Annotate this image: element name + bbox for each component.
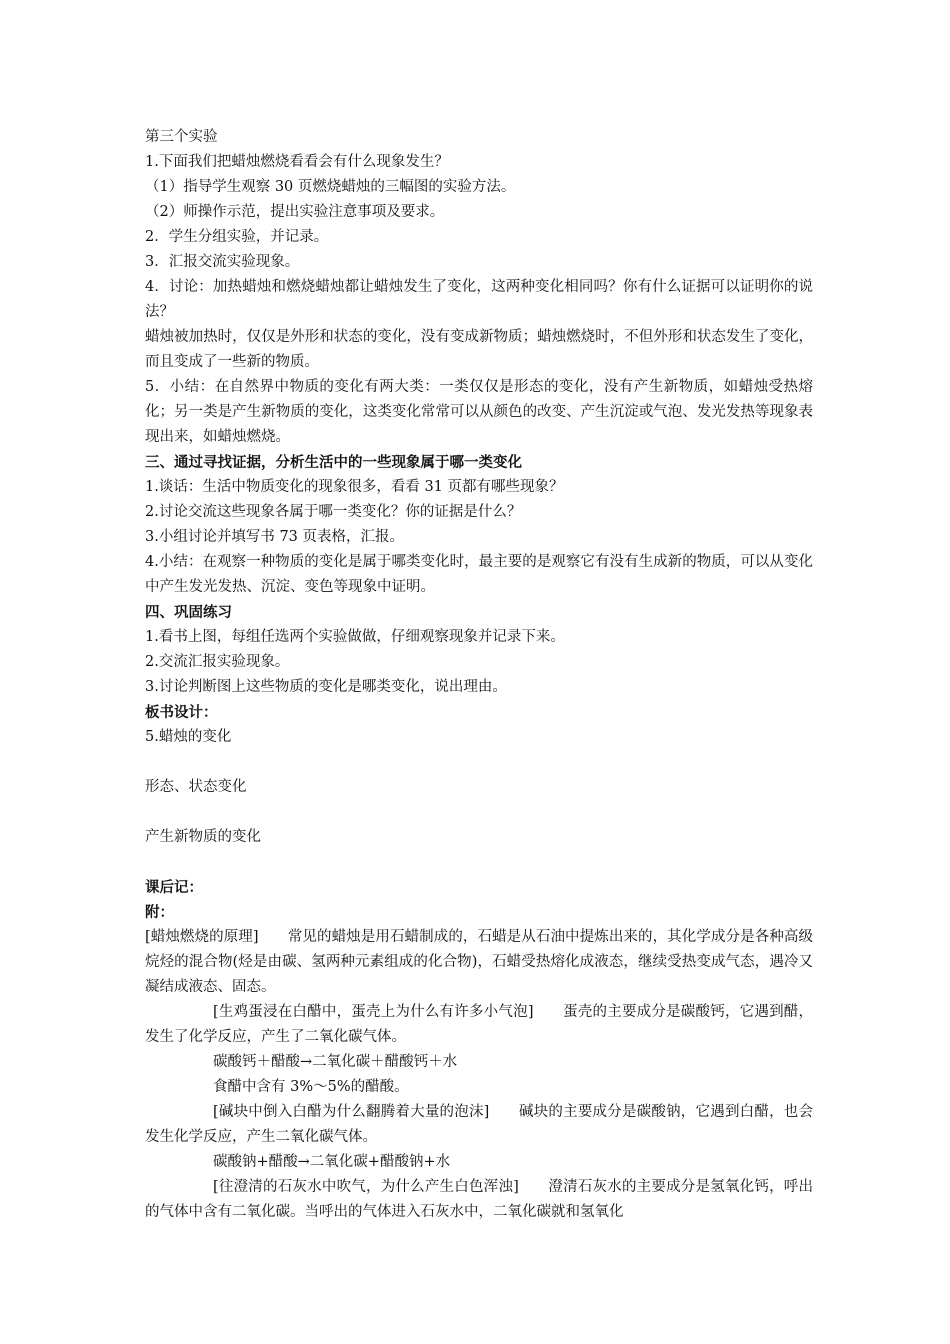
document-page [145,125,813,1225]
paragraph: 2.交流汇报实验现象。 [145,654,290,670]
section-heading: 课后记： [145,879,203,896]
section-heading: 四、巩固练习 [145,604,232,621]
spacer [145,850,813,875]
appendix-paragraph-text: [往澄清的石灰水中吹气，为什么产生白色浑浊] 澄清石灰水的主要成分是氢氧化钙，呼出的气体中含有二氧化碳。当呼出的气体进入石灰水中，二氧化碳就和氢氧化 [145,1179,813,1220]
section-heading: 三、通过寻找证据，分析生活中的一些现象属于哪一类变化 [145,454,522,471]
paragraph: 4．讨论：加热蜡烛和燃烧蜡烛都让蜡烛发生了变化，这两种变化相同吗？你有什么证据可以证明你的说法？ [145,279,813,320]
section-heading: 板书设计： [145,704,218,721]
appendix-paragraph [145,1100,813,1150]
paragraph: （1）指导学生观察 30 页燃烧蜡烛的三幅图的实验方法。 [145,179,516,195]
paragraph: 4.小结：在观察一种物质的变化是属于哪类变化时，最主要的是观察它有没有生成新的物质，可以从变化中产生发光发热、沉淀、变色等现象中证明。 [145,554,813,595]
section-title-third-experiment: 第三个实验 [145,129,218,145]
board-design-line: 5.蜡烛的变化 [145,729,232,745]
paragraph: 蜡烛被加热时，仅仅是外形和状态的变化，没有变成新物质；蜡烛燃烧时，不但外形和状态发生了变化，而且变成了一些新的物质。 [145,329,813,370]
paragraph: 3.小组讨论并填写书 73 页表格，汇报。 [145,529,405,545]
appendix-paragraph [145,1000,813,1050]
paragraph: 1.谈话：生活中物质变化的现象很多，看看 31 页都有哪些现象？ [145,479,564,495]
paragraph: 3.讨论判断图上这些物质的变化是哪类变化，说出理由。 [145,679,507,695]
section-heading: 附： [145,904,174,921]
appendix-paragraph-text: [碱块中倒入白醋为什么翻腾着大量的泡沫] 碱块的主要成分是碳酸钠，它遇到白醋，也会发生化学反应，产生二氧化碳气体。 [145,1104,813,1145]
paragraph: 5．小结：在自然界中物质的变化有两大类：一类仅仅是形态的变化，没有产生新物质，如蜡烛受热熔化；另一类是产生新物质的变化，这类变化常常可以从颜色的改变、产生沉淀或气泡、发光发热等现象表现出来，如蜡烛燃烧。 [145,379,813,445]
paragraph: 2.讨论交流这些现象各属于哪一类变化？你的证据是什么？ [145,504,522,520]
paragraph: （2）师操作示范，提出实验注意事项及要求。 [145,204,445,220]
paragraph: 2．学生分组实验，并记录。 [145,229,329,245]
equation: 碳酸钠+醋酸→二氧化碳+醋酸钠+水 [213,1154,451,1170]
appendix-paragraph-text: [生鸡蛋浸在白醋中，蛋壳上为什么有许多小气泡] 蛋壳的主要成分是碳酸钙，它遇到醋，发生了化学反应，产生了二氧化碳气体。 [145,1004,813,1045]
appendix-paragraph [145,1175,813,1225]
spacer [145,750,813,775]
paragraph: 3．汇报交流实验现象。 [145,254,300,270]
equation: 碳酸钙＋醋酸→二氧化碳＋醋酸钙＋水 [213,1054,458,1070]
board-design-line: 产生新物质的变化 [145,829,261,845]
note: 食醋中含有 3%～5%的醋酸。 [213,1079,409,1095]
board-design-line: 形态、状态变化 [145,779,247,795]
paragraph: 1.下面我们把蜡烛燃烧看看会有什么现象发生？ [145,154,449,170]
appendix-paragraph: [蜡烛燃烧的原理] 常见的蜡烛是用石蜡制成的，石蜡是从石油中提炼出来的，其化学成分是各种高级烷烃的混合物(烃是由碳、氢两种元素组成的化合物)，石蜡受热熔化成液态，继续受热变成气态，遇冷又凝结成液态、固态。 [145,929,813,995]
paragraph: 1.看书上图，每组任选两个实验做做，仔细观察现象并记录下来。 [145,629,565,645]
spacer [145,800,813,825]
